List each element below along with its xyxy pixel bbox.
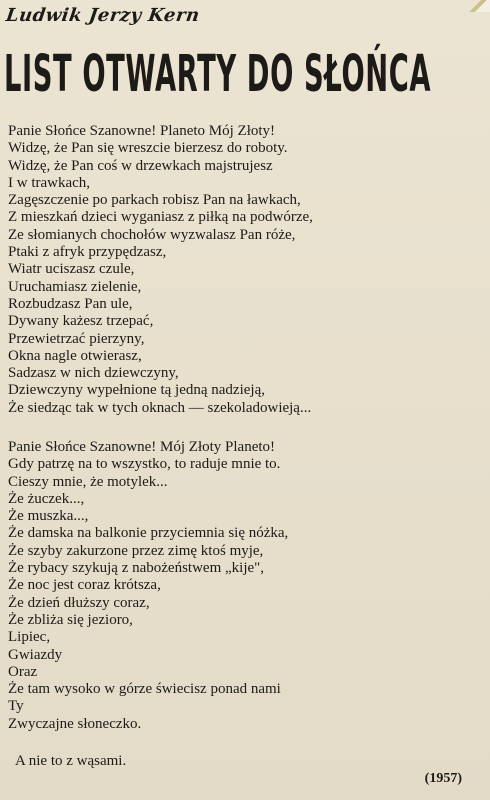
- poem-line: Że muszka...,: [8, 508, 89, 525]
- stanza-1: [8, 123, 313, 417]
- poem-line: Okna nagle otwierasz,: [8, 347, 142, 364]
- poem-line: Panie Słońce Szanowne! Planeto Mój Złoty!: [8, 123, 276, 139]
- poem-line: Że dzień dłuższy coraz,: [8, 594, 150, 611]
- poem-line: Że siedząc tak w tych oknach — szekoladowieją...: [8, 399, 312, 416]
- closing-line: A nie to z wąsami.: [15, 753, 127, 769]
- poem-line: Że żuczek...,: [8, 490, 85, 507]
- poem-line: Przewietrzać pierzyny,: [8, 330, 145, 347]
- poem-line: Ptaki z afryk przypędzasz,: [8, 244, 167, 261]
- poem-line: Że rybacy szykują z nabożeństwem „kije",: [8, 560, 265, 577]
- poem-line: Zwyczajne słoneczko.: [8, 715, 142, 732]
- poem-title: LIST OTWARTY DO SŁOŃCA: [4, 45, 432, 104]
- poem-line: Gwiazdy: [8, 646, 63, 663]
- stanza-2: [8, 439, 288, 733]
- page-corner-mark: [464, 0, 490, 12]
- poem-line: Rozbudzasz Pan ule,: [8, 295, 133, 312]
- poem-line: Że damska na balkonie przyciemnia się nóżka,: [8, 525, 289, 542]
- author-name: Ludwik Jerzy Kern: [4, 5, 202, 26]
- poem-line: Sadzasz w nich dziewczyny,: [8, 365, 179, 382]
- poem-line: Wiatr uciszasz czule,: [8, 261, 135, 278]
- poem-line: Widzę, że Pan się wreszcie bierzesz do roboty.: [8, 140, 288, 157]
- poem-line: Ty: [8, 698, 24, 715]
- poem-line: Cieszy mnie, że motylek...: [8, 473, 168, 490]
- poem-line: Lipiec,: [8, 629, 51, 646]
- poem-line: Dziewczyny wypełnione tą jedną nadzieją,: [8, 382, 265, 399]
- poem-line: Że tam wysoko w górze świecisz ponad nami: [8, 681, 281, 698]
- poem-line: Ze słomianych chochołów wyzwalasz Pan róże,: [8, 226, 296, 243]
- poem-line: Gdy patrzę na to wszystko, to raduje mnie to.: [8, 456, 281, 473]
- poem-line: Dywany każesz trzepać,: [8, 313, 154, 330]
- poem-line: Uruchamiasz zielenie,: [8, 278, 142, 295]
- poem-line: Że zbliża się jezioro,: [8, 611, 133, 628]
- poem-line: Zagęszczenie po parkach robisz Pan na ławkach,: [8, 192, 301, 209]
- poem-line: Widzę, że Pan coś w drzewkach majstrujesz: [8, 157, 273, 174]
- poem-line: Że szyby zakurzone przez zimę ktoś myje,: [8, 542, 264, 559]
- poem-line: Panie Słońce Szanowne! Mój Złoty Planeto!: [8, 439, 276, 455]
- publication-year: (1957): [424, 771, 462, 786]
- poem-line: Z mieszkań dzieci wyganiasz z piłką na podwórze,: [8, 209, 313, 226]
- poem-line: I w trawkach,: [8, 174, 91, 191]
- poem-line: Że noc jest coraz krótsza,: [8, 577, 161, 594]
- poem-line: Oraz: [8, 663, 38, 680]
